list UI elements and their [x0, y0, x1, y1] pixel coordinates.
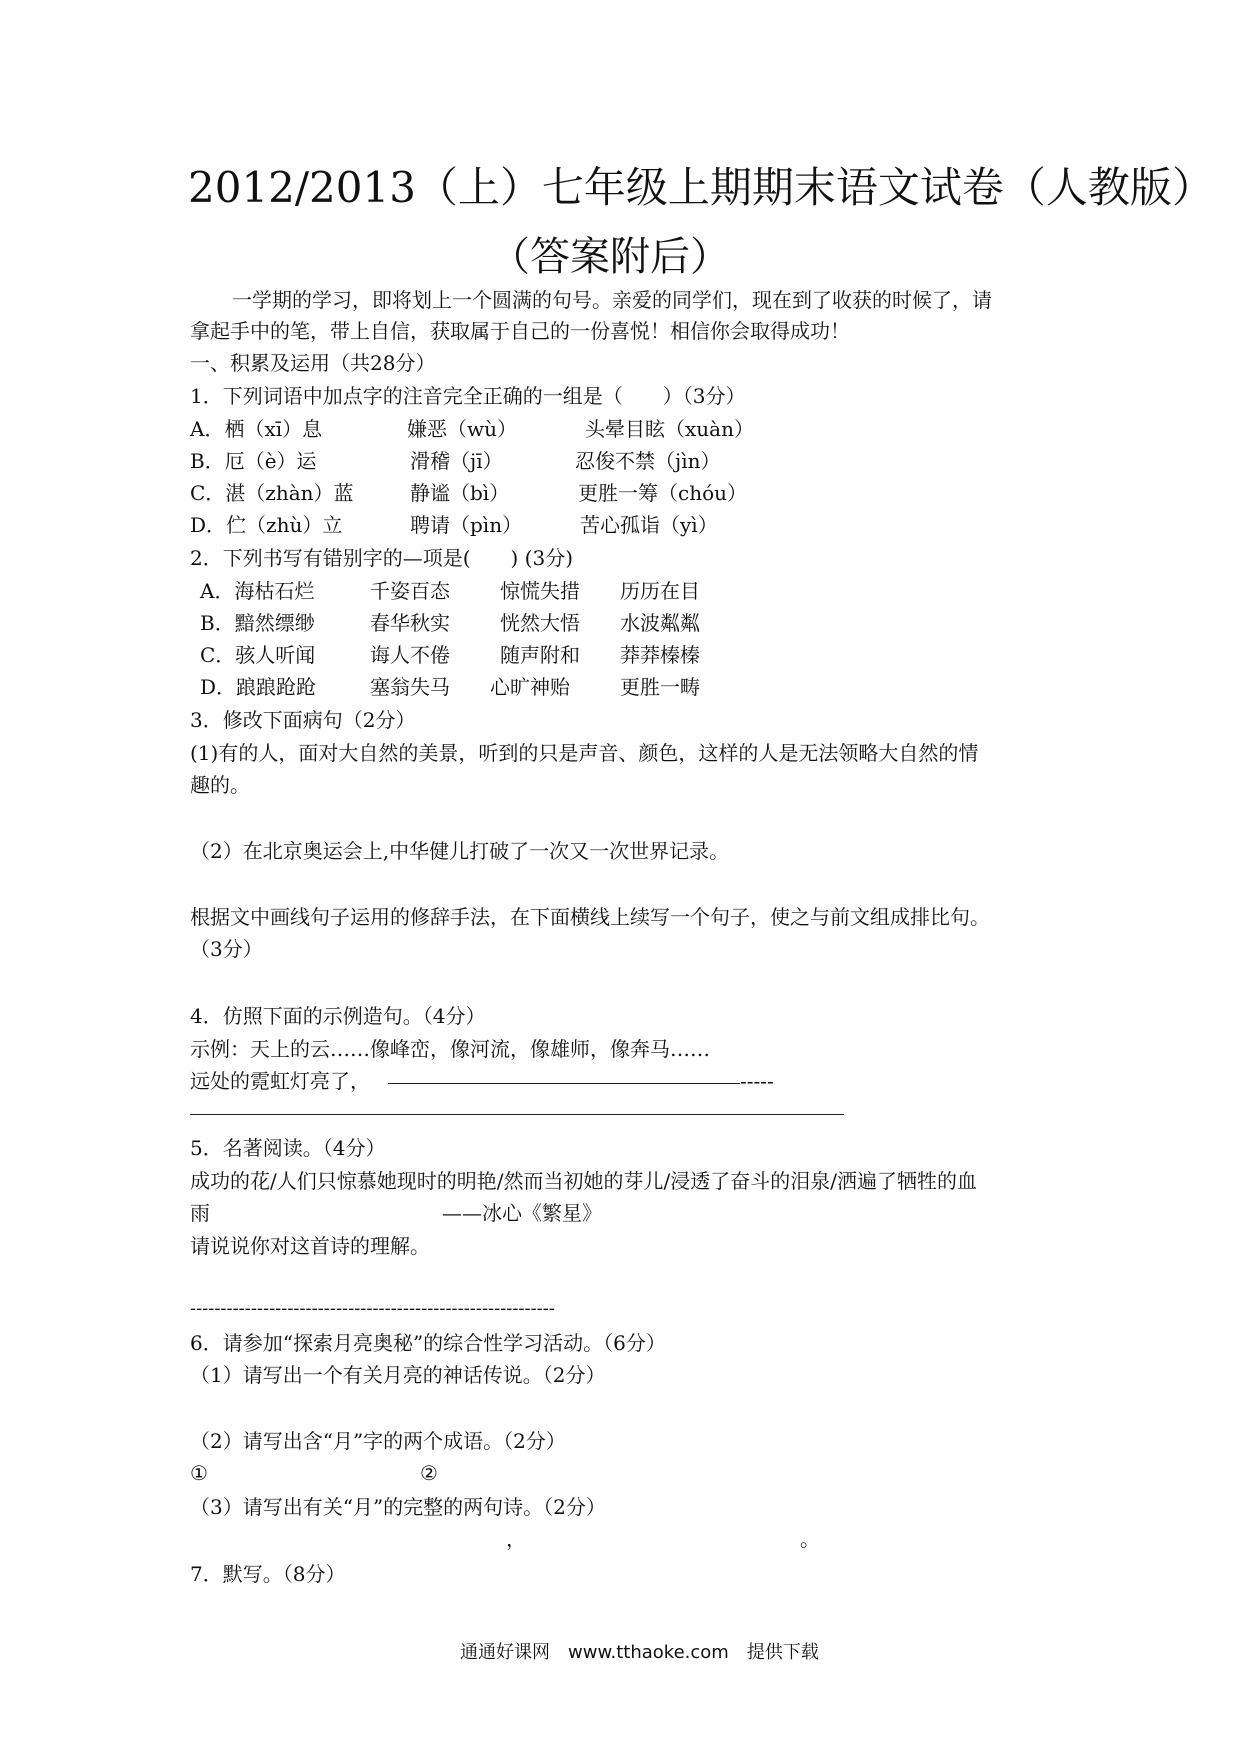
q6-sub2: （2）请写出含“月”字的两个成语。（2分） — [190, 1429, 566, 1453]
q4-answer-line-tail: ----- — [740, 1069, 774, 1093]
q5-poem-line1: 成功的花/人们只惊慕她现时的明艳/然而当初她的芽儿/浸透了奋斗的泪泉/洒遍了牺牲的血 — [190, 1169, 977, 1193]
q2-option-c-3: 随声附和 — [500, 643, 580, 667]
q1-option-a-2: 嫌恶（wù） — [407, 417, 517, 441]
q2-option-c-4: 莽莽榛榛 — [620, 643, 700, 667]
q2-option-c-1: C．骇人听闻 — [200, 643, 316, 667]
q2-option-a-1: A．海枯石烂 — [200, 579, 315, 603]
q2-option-b-2: 春华秋实 — [370, 611, 450, 635]
q2-option-a-2: 千姿百态 — [370, 579, 450, 603]
q4-stem: 4．仿照下面的示例造句。（4分） — [190, 1004, 486, 1028]
q1-option-b-2: 滑稽（jī） — [410, 449, 503, 473]
q1-option-c-3: 更胜一筹（chóu） — [578, 481, 748, 505]
q6-sub3: （3）请写出有关“月”的完整的两句诗。（2分） — [190, 1495, 606, 1519]
q5-stem: 5．名著阅读。（4分） — [190, 1136, 386, 1160]
q1-option-d-1: D．伫（zhù）立 — [190, 513, 343, 537]
q4-example: 示例：天上的云……像峰峦，像河流，像雄师，像奔马…… — [190, 1037, 710, 1061]
q2-option-a-4: 历历在目 — [620, 579, 700, 603]
page-subtitle: （答案附后） — [490, 234, 730, 280]
q1-option-d-3: 苦心孤诣（yì） — [580, 513, 718, 537]
q2-option-d-2: 塞翁失马 — [370, 675, 450, 699]
q1-stem: 1．下列词语中加点字的注音完全正确的一组是（ ）（3分） — [190, 384, 746, 408]
q1-option-a-1: A．栖（xī）息 — [190, 417, 323, 441]
q6-sub1: （1）请写出一个有关月亮的神话传说。（2分） — [190, 1363, 606, 1387]
q6-period: 。 — [800, 1527, 820, 1551]
q2-option-b-1: B．黯然缥缈 — [200, 611, 315, 635]
q7-stem: 7．默写。（8分） — [190, 1562, 346, 1586]
intro-line-1: 一学期的学习，即将划上一个圆满的句号。亲爱的同学们，现在到了收获的时候了，请 — [232, 288, 992, 312]
page-footer: 通通好课网 www.tthaoke.com 提供下载 — [460, 1642, 819, 1663]
q3-part1-line1: (1)有的人，面对大自然的美景，听到的只是声音、颜色，这样的人是无法领略大自然的情 — [190, 741, 979, 765]
q3-stem: 3．修改下面病句（2分） — [190, 708, 416, 732]
q4-answer-line — [388, 1083, 740, 1084]
section-heading: 一、积累及运用（共28分） — [190, 351, 436, 375]
q2-option-b-4: 水波粼粼 — [620, 611, 700, 635]
q2-option-d-3: 心旷神贻 — [490, 675, 570, 699]
q1-option-d-2: 聘请（pìn） — [410, 513, 523, 537]
q6-circle-mark-2: ② — [420, 1461, 438, 1485]
q3-part1-line2: 趣的。 — [190, 773, 250, 797]
q1-option-b-1: B．厄（è）运 — [190, 449, 317, 473]
q5-poem-line2: 雨 — [190, 1201, 210, 1225]
q5-answer-dashes: ------------------------------------------------------------ — [190, 1298, 555, 1319]
q2-option-d-4: 更胜一畴 — [620, 675, 700, 699]
q5-question: 请说说你对这首诗的理解。 — [190, 1234, 430, 1258]
q2-option-d-1: D．踉踉跄跄 — [200, 675, 317, 699]
q1-option-b-3: 忍俊不禁（jìn） — [575, 449, 721, 473]
q6-comma: ， — [506, 1527, 526, 1551]
q3b-line1: 根据文中画线句子运用的修辞手法，在下面横线上续写一个句子，使之与前文组成排比句。 — [190, 905, 990, 929]
q1-option-c-2: 静谧（bì） — [410, 481, 510, 505]
q4-answer-line-2 — [190, 1114, 844, 1115]
page-title: 2012/2013（上）七年级上期期末语文试卷（人教版） — [188, 163, 1214, 212]
q2-option-a-3: 惊慌失措 — [500, 579, 580, 603]
q1-option-c-1: C．湛（zhàn）蓝 — [190, 481, 354, 505]
q4-prompt: 远处的霓虹灯亮了， — [190, 1069, 370, 1093]
q6-stem: 6．请参加“探索月亮奥秘”的综合性学习活动。（6分） — [190, 1331, 666, 1355]
q1-option-a-3: 头晕目眩（xuàn） — [585, 417, 754, 441]
q2-option-c-2: 诲人不倦 — [370, 643, 450, 667]
q5-poem-source: ——冰心《繁星》 — [442, 1201, 602, 1225]
q3b-line2: （3分） — [190, 937, 263, 961]
q6-circle-mark-1: ① — [190, 1461, 208, 1485]
q2-option-b-3: 恍然大悟 — [500, 611, 580, 635]
q3-part2: （2）在北京奥运会上,中华健儿打破了一次又一次世界记录。 — [190, 839, 730, 863]
q2-stem: 2．下列书写有错别字的—项是( ) (3分) — [190, 546, 574, 570]
intro-line-2: 拿起手中的笔，带上自信，获取属于自己的一份喜悦！相信你会取得成功！ — [190, 319, 850, 343]
